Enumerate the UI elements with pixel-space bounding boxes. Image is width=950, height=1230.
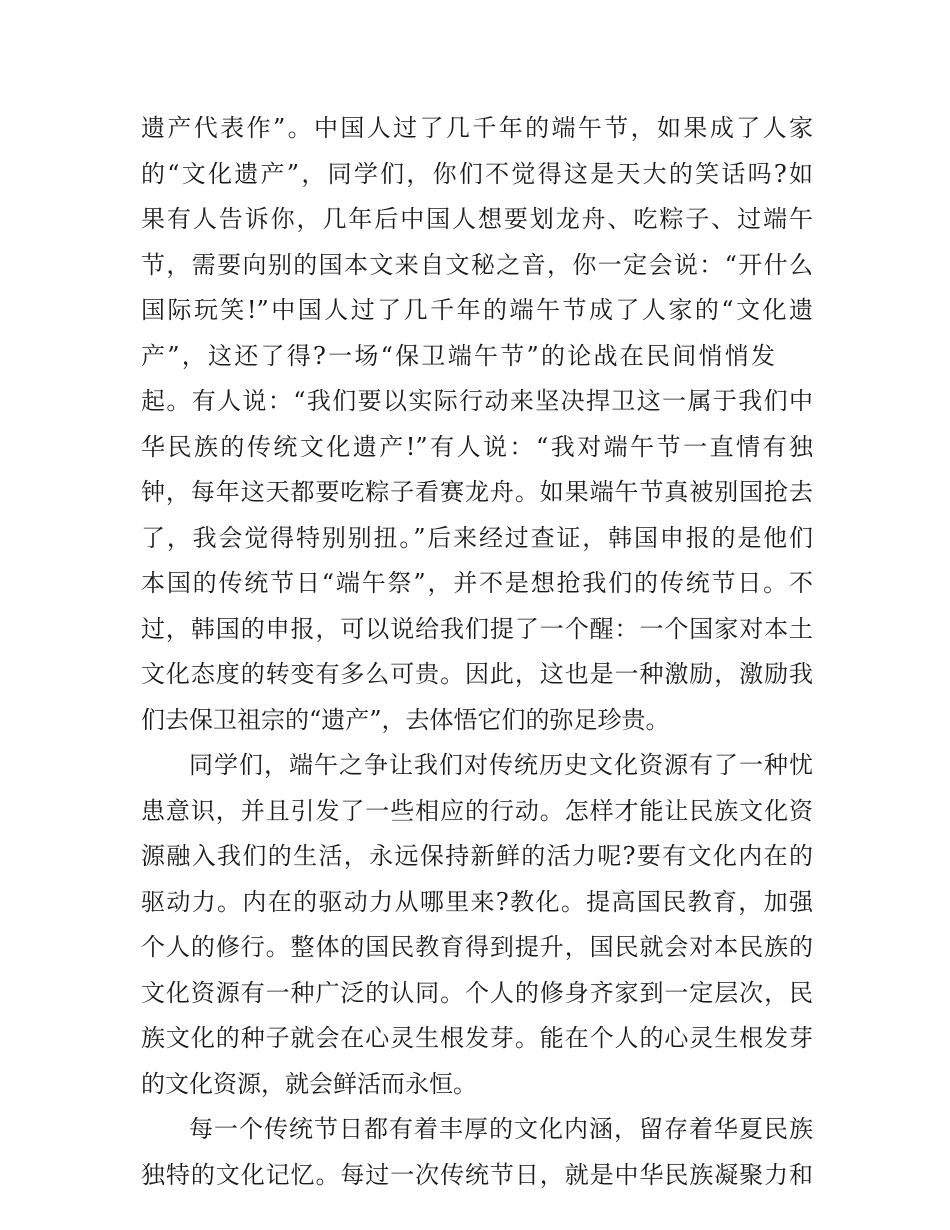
text-line: 患意识，并且引发了一些相应的行动。怎样才能让民族文化资: [141, 796, 813, 825]
text-line: 果有人告诉你，几年后中国人想要划龙舟、吃粽子、过端午: [141, 205, 813, 233]
text-line: 的“文化遗产”，同学们，你们不觉得这是天大的笑话吗?如: [141, 159, 813, 188]
text-line: 产”，这还了得?一场“保卫端午节”的论战在民间悄悄发: [141, 341, 775, 370]
text-line: 本国的传统节日“端午祭”，并不是想抢我们的传统节日。不: [141, 569, 813, 597]
paragraph-3: [141, 1107, 813, 1198]
text-line: 起。有人说：“我们要以实际行动来坚决捍卫这一属于我们中: [141, 387, 813, 415]
text-line: 节，需要向别的国本文来自文秘之音，你一定会说：“开什么: [141, 250, 813, 279]
text-line: 钟，每年这天都要吃粽子看赛龙舟。如果端午节真被别国抢去: [141, 478, 813, 506]
text-line: 过，韩国的申报，可以说给我们提了一个醒：一个国家对本土: [141, 614, 813, 643]
text-line: 们去保卫祖宗的“遗产”，去体悟它们的弥足珍贵。: [141, 705, 670, 734]
text-line: 族文化的种子就会在心灵生根发芽。能在个人的心灵生根发芽: [141, 1024, 813, 1052]
text-line: 了，我会觉得特别别扭。”后来经过查证，韩国申报的是他们: [141, 523, 813, 552]
text-line: 国际玩笑!”中国人过了几千年的端午节成了人家的“文化遗: [141, 296, 813, 324]
text-line: 的文化资源，就会鲜活而永恒。: [141, 1069, 477, 1098]
text-line: 源融入我们的生活，永远保持新鲜的活力呢?要有文化内在的: [141, 842, 813, 870]
text-line: 个人的修行。整体的国民教育得到提升，国民就会对本民族的: [141, 933, 813, 961]
body-text: [141, 106, 813, 1198]
paragraph-1: [141, 106, 813, 743]
text-line: 遗产代表作”。中国人过了几千年的端午节，如果成了人家: [141, 114, 813, 142]
paragraph-2: [141, 743, 813, 1107]
text-line: 驱动力。内在的驱动力从哪里来?教化。提高国民教育，加强: [141, 887, 813, 916]
text-line: 文化态度的转变有多么可贵。因此，这也是一种激励，激励我: [141, 660, 813, 688]
text-line: 文化资源有一种广泛的认同。个人的修身齐家到一定层次，民: [141, 978, 813, 1007]
text-line: 每一个传统节日都有着丰厚的文化内涵，留存着华夏民族: [189, 1115, 813, 1143]
text-line: 独特的文化记忆。每过一次传统节日，就是中华民族凝聚力和: [141, 1160, 813, 1189]
text-line: 同学们，端午之争让我们对传统历史文化资源有了一种忧: [189, 751, 813, 779]
text-line: 华民族的传统文化遗产!”有人说：“我对端午节一直情有独: [141, 432, 813, 461]
